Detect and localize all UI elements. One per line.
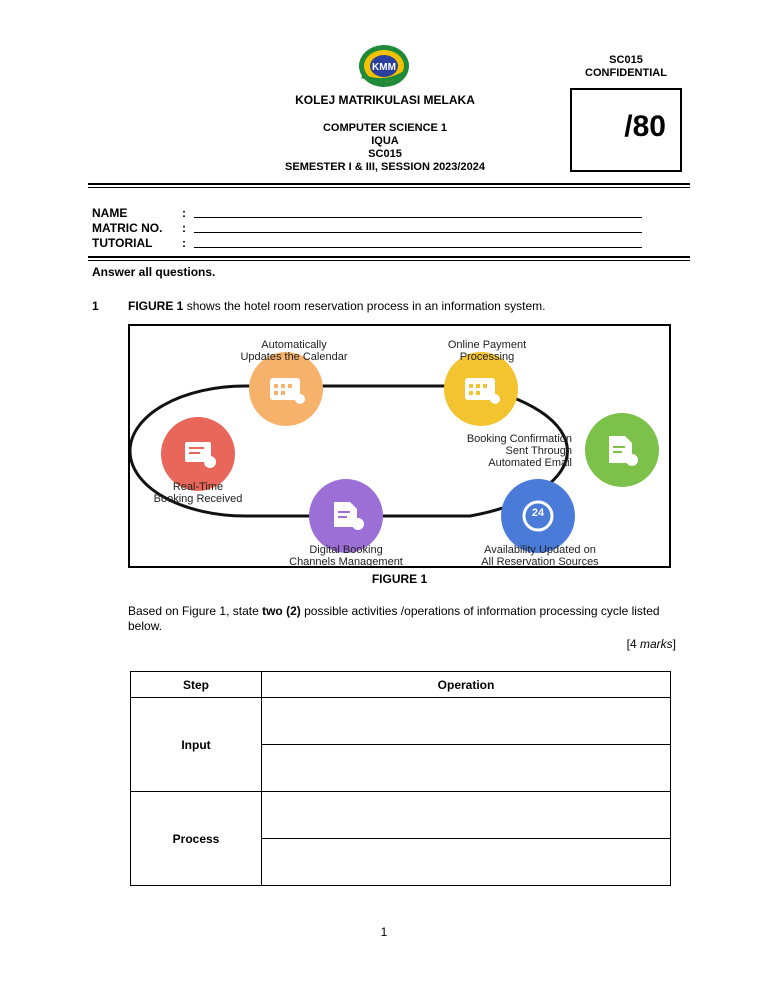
- figure-caption: FIGURE 1: [371, 572, 428, 586]
- student-fields: [92, 206, 186, 251]
- field-colon: :: [182, 206, 186, 220]
- field-label: NAME: [92, 206, 128, 220]
- label-online-payment: [442, 339, 532, 363]
- answer-cell[interactable]: [262, 745, 671, 792]
- college-logo: [356, 42, 412, 90]
- question-number: 1: [92, 299, 99, 313]
- fields-divider: [88, 256, 690, 258]
- label-line: Booking Received: [153, 493, 243, 505]
- label-booking-confirmation: [426, 433, 572, 469]
- course-info: [230, 122, 540, 174]
- label-line: Automatically: [261, 339, 327, 351]
- label-line: All Reservation Sources: [481, 556, 599, 568]
- table-row: [131, 698, 671, 745]
- answer-cell[interactable]: [262, 698, 671, 745]
- page-number: 1: [380, 925, 388, 939]
- iqua-label: IQUA: [371, 135, 399, 147]
- label-availability-update: [460, 544, 620, 568]
- question-intro: [128, 299, 546, 313]
- field-colon: :: [182, 236, 186, 250]
- label-digital-channels: [264, 544, 428, 568]
- field-label: MATRIC NO.: [92, 221, 163, 235]
- tutorial-input-line[interactable]: [194, 247, 642, 248]
- table-row: [131, 792, 671, 839]
- label-line: Real-Time: [172, 481, 224, 493]
- field-matric: [92, 221, 186, 236]
- step-input: Input: [131, 698, 262, 792]
- header-operation: Operation: [262, 672, 671, 698]
- prompt-bold: two (2): [262, 604, 301, 618]
- label-calendar-update: [236, 339, 352, 363]
- marks-label: [560, 637, 676, 651]
- college-name: KOLEJ MATRIKULASI MELAKA: [295, 93, 475, 107]
- marks-close: ]: [672, 637, 676, 651]
- label-line: Updates the Calendar: [240, 351, 348, 363]
- confidential-label: CONFIDENTIAL: [585, 67, 667, 79]
- course-code: SC015: [609, 54, 643, 66]
- total-score: /80: [624, 110, 666, 143]
- fields-divider-thin: [88, 260, 690, 261]
- answer-table: [130, 671, 671, 886]
- label-line: Digital Booking: [309, 544, 383, 556]
- figure-1: [128, 324, 671, 568]
- label-line: Processing: [459, 351, 515, 363]
- semester-label: SEMESTER I & III, SESSION 2023/2024: [285, 161, 485, 173]
- step-process: Process: [131, 792, 262, 886]
- instructions: Answer all questions.: [92, 265, 216, 279]
- header-code-block: [570, 54, 682, 80]
- label-line: Online Payment: [447, 339, 527, 351]
- matric-input-line[interactable]: [194, 232, 642, 233]
- answer-cell[interactable]: [262, 792, 671, 839]
- header-step: Step: [131, 672, 262, 698]
- label-line: Sent Through: [505, 445, 572, 457]
- course-code-2: SC015: [368, 148, 402, 160]
- icon-24-text: 24: [531, 507, 545, 519]
- logo-text: KMM: [372, 62, 396, 73]
- table-header-row: [131, 672, 671, 698]
- intro-text: shows the hotel room reservation process in an information system.: [186, 299, 546, 313]
- answer-cell[interactable]: [262, 839, 671, 886]
- label-booking-received: [136, 481, 260, 505]
- marks-word: marks: [639, 637, 673, 651]
- header-divider: [88, 183, 690, 185]
- label-line: Availability Updated on: [484, 544, 596, 556]
- question-prompt: [128, 604, 678, 634]
- field-tutorial: [92, 236, 186, 251]
- field-colon: :: [182, 221, 186, 235]
- field-label: TUTORIAL: [92, 236, 153, 250]
- score-box: [570, 88, 682, 172]
- field-name: [92, 206, 186, 221]
- subject-title: COMPUTER SCIENCE 1: [322, 122, 448, 134]
- prompt-text: Based on Figure 1, state: [128, 604, 263, 618]
- name-input-line[interactable]: [194, 217, 642, 218]
- prompt-text: possible activities /operations of information processing cycle listed below.: [128, 604, 660, 633]
- label-line: Automated Email: [488, 457, 572, 469]
- figure-reference: FIGURE 1: [128, 299, 184, 313]
- figure-diagram: [130, 326, 670, 566]
- header-divider-thin: [88, 187, 690, 188]
- marks-open: [4: [626, 637, 640, 651]
- label-line: Booking Confirmation: [466, 433, 572, 445]
- label-line: Channels Management: [289, 556, 403, 568]
